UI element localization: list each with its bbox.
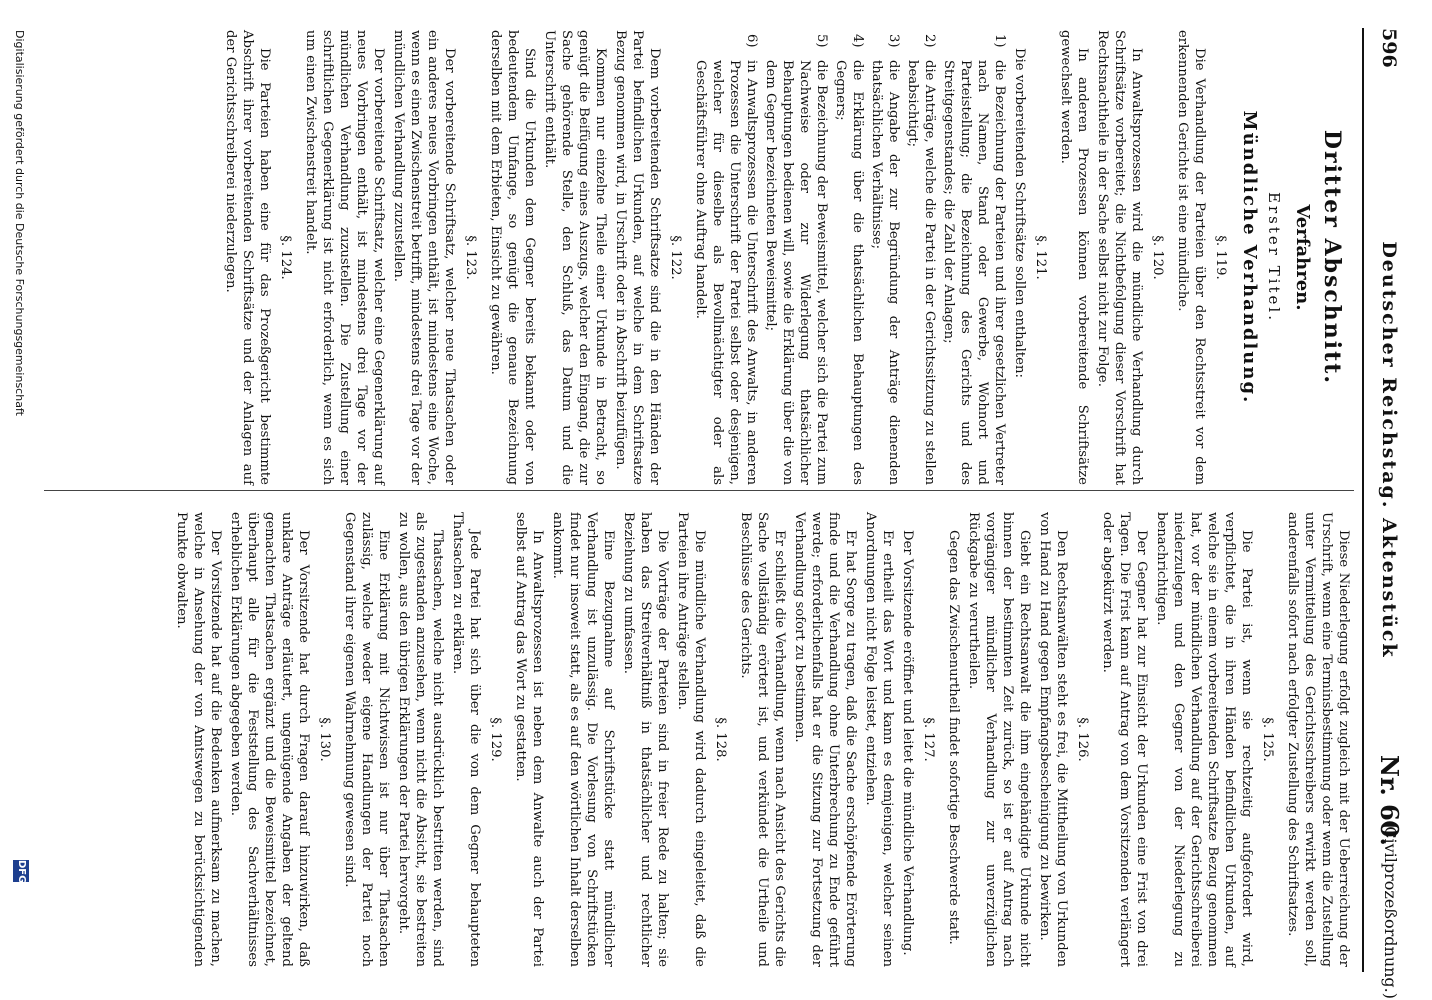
paragraph-text: Kommen nur einzelne Theile einer Urkunde in Betracht, so genügt die Beifügung eines Auszugs, welcher den Eingang, die zur Sache gehörende Stelle, den Schluß, das Datum und die Unterschrift enthält.: [542, 30, 608, 485]
paragraph-text: Er hat Sorge zu tragen, daß die Sache erschöpfende Erörterung finde und die Verhandlung ohne Unterbrechung zu Ende geführt werde; erforderlichenfalls hat er die Sitzung zur Fortsetzung der Verhandlung sofort zu bestimmen.: [792, 512, 858, 967]
list-item: [904, 30, 938, 485]
paragraph-number: §. 128.: [713, 717, 728, 762]
paragraph-text: In anderen Prozessen können vorbereitende Schriftsätze gewechselt werden.: [1058, 30, 1090, 485]
paragraph-text: Der vorbereitende Schriftsatz, welcher eine Gegenerklärung auf neues Vorbringen enthält, ist mindestens drei Tage vor der mündlichen Verhandlung zuzustellen. Die Zustellung einer schriftlichen Gegenerklärung ist nicht erforderlich, wenn es sich um einen Zwischenstreit handelt.: [303, 30, 386, 485]
list-text: die Angabe der zur Begründung der Anträge dienenden thatsächlichen Verhältnisse;: [869, 60, 901, 485]
column-separator: [44, 490, 1354, 491]
list-number: 2): [922, 34, 937, 48]
paragraph-number: §. 129.: [488, 717, 503, 762]
list-number: 6): [744, 34, 759, 48]
paragraph-text: Die Verhandlung der Parteien über den Rechtsstreit vor dem erkennenden Gerichte ist eine mündliche.: [1175, 30, 1207, 485]
paragraph-text: Thatsachen, welche nicht ausdrücklich bestritten werden, sind als zugestanden anzusehen, wenn nicht die Absicht, sie bestreiten zu wollen, aus den übrigen Erklärungen der Partei hervorgeht.: [396, 512, 445, 967]
paragraph-number: §. 130.: [317, 717, 332, 762]
list-item: [762, 30, 830, 485]
paragraph-text: Der vorbereitende Schriftsatz, welcher neue Thatsachen oder ein anderes neues Vorbringen enthält, ist mindestens eine Woche, wenn es einen Zwischenstreit betrifft, mindestens drei Tage vor der mündlichen Verhandlung zuzustellen.: [391, 30, 457, 485]
list-item: [832, 30, 866, 485]
list-item: [940, 30, 1008, 485]
paragraph-number: §. 125.: [1260, 717, 1275, 762]
digitization-credit: Digitalisierung gefördert durch die Deutsche Forschungsgemeinschaft: [13, 30, 26, 416]
list-text: in Anwaltsprozessen die Unterschrift des Anwalts, in anderen Prozessen die Unterschrift der Partei selbst oder desjenigen, welcher für dieselbe als Bevollmächtigter oder als Geschäftsführer ohne Auftrag handelt.: [693, 60, 759, 485]
paragraph-text: Die Vorträge der Parteien sind in freier Rede zu halten; sie haben das Streitverhältniß in thatsächlicher und rechtlicher Beziehung zu umfassen.: [621, 512, 670, 967]
list-text: die Anträge, welche die Partei in der Gerichtssitzung zu stellen beabsichtigt;: [905, 60, 937, 485]
paragraph-text: In Anwaltsprozessen ist neben dem Anwalte auch der Partei selbst auf Antrag das Wort zu gestatten.: [513, 512, 545, 967]
list-text: die Bezeichnung der Parteien und ihrer gesetzlichen Vertreter nach Namen, Stand oder Gewerbe, Wohnort und Parteistellung; die Bezeichnung des Gerichts und des Streitgegenstandes; die Zahl der Anlagen;: [941, 60, 1007, 485]
paragraph-text: Der Vorsitzende hat auf die Bedenken aufmerksam zu machen, welche in Ansehung der von Amtswegen zu berücksichtigenden Punkte obwalten.: [174, 512, 223, 967]
section-heading: Mündliche Verhandlung.: [1239, 110, 1260, 405]
paragraph-text: Gegen das Zwischenurtheil findet sofortige Beschwerde statt.: [946, 530, 961, 945]
list-text: die Bezeichnung der Beweismittel, welcher sich die Partei zum Nachweise oder zur Widerlegung thatsächlicher Behauptungen bedienen will, sowie die Erklärung über die von dem Gegner bezeichneten Beweismittel;: [763, 60, 829, 485]
publication-title: Deutscher Reichstag. Aktenstück: [1378, 241, 1400, 659]
paragraph-text: Er schließt die Verhandlung, wenn nach Ansicht des Gerichts die Sache vollständig erörtert ist, und verkündet die Urtheile und Beschlüsse des Gerichts.: [738, 512, 787, 967]
list-number: 3): [886, 34, 901, 48]
list-number: 5): [814, 34, 829, 48]
list-number: 1): [992, 34, 1007, 48]
paragraph-text: Dem vorbereitenden Schriftsatze sind die in den Händen der Partei befindlichen Urkunden, auf welche in dem Schriftsatze Bezug genommen wird, in Urschrift oder in Abschrift beizufügen.: [613, 30, 662, 485]
paragraph-text: Die vorbereitenden Schriftsätze sollen enthalten:: [1012, 48, 1027, 378]
chapter-subtitle: Verfahren.: [1292, 204, 1313, 311]
paragraph-number: §. 121.: [1033, 235, 1048, 280]
left-column: [219, 30, 1352, 485]
paragraph-number: §. 119.: [1213, 235, 1228, 280]
paragraph-text: Die mündliche Verhandlung wird dadurch eingeleitet, daß die Parteien ihre Anträge stellen.: [675, 512, 707, 967]
paragraph-text: Eine Erklärung mit Nichtwissen ist nur über Thatsachen zulässig, welche weder eigene Handlungen der Partei noch Gegenstand ihrer eigenen Wahrnehmung gewesen sind.: [342, 512, 391, 967]
paragraph-number: §. 120.: [1150, 235, 1165, 280]
paragraph-text: Die Partei ist, wenn sie rechtzeitig aufgefordert wird, verpflichtet, die in ihren Händen befindlichen Urkunden, auf welche sie in einem vorbereitenden Schriftsatze Bezug genommen hat, vor der mündlichen Verhandlung auf der Gerichtsschreiberei niederzulegen und den Gegner von der Niederlegung zu benachrichtigen.: [1154, 512, 1254, 967]
issue-number: Nr. 60.: [1375, 755, 1404, 846]
paragraph-text: Die Parteien haben eine für das Prozeßgericht bestimmte Abschrift ihrer vorbereitenden Schriftsätze und der Anlagen auf der Gerichtsschreiberei niederzulegen.: [223, 30, 272, 485]
paragraph-text: Der Vorsitzende eröffnet und leitet die mündliche Verhandlung.: [900, 530, 915, 956]
list-number: 4): [850, 34, 865, 48]
digitization-footer: [4, 0, 32, 1000]
paragraph-text: Sind die Urkunden dem Gegner bereits bekannt oder von bedeutendem Umfange, so genügt die genaue Bezeichnung derselben mit dem Erbieten, Einsicht zu gewähren.: [488, 30, 537, 485]
list-item: [692, 30, 760, 485]
paragraph-text: Der Vorsitzende hat durch Fragen darauf hinzuwirken, daß unklare Anträge erläutert, ungenügende Angaben der geltend gemachten Thatsachen ergänzt und die Beweismittel bezeichnet, überhaupt alle für die Feststellung des Sachverhältnisses erheblichen Erklärungen abgegeben werden.: [228, 512, 311, 967]
paragraph-number: §. 123.: [463, 235, 478, 280]
paragraph-text: Er ertheilt das Wort und kann es demjenigen, welcher seinen Anordnungen nicht Folge leistet, entziehen.: [863, 512, 895, 967]
paragraph-number: §. 124.: [278, 235, 293, 280]
right-column: [170, 512, 1352, 967]
page-number: 596: [1378, 28, 1400, 68]
list-text: die Erklärung über die thatsächlichen Behauptungen des Gegners;: [833, 60, 865, 485]
paragraph-text: Giebt ein Rechtsanwalt die ihm eingehändigte Urkunde nicht binnen der bestimmten Zeit zurück, so ist er auf Antrag nach vorgängiger mündlicher Verhandlung zur unverzüglichen Rückgabe zu verurtheilen.: [966, 512, 1032, 967]
paragraph-number: §. 122.: [668, 235, 683, 280]
paragraph-number: §. 127.: [921, 717, 936, 762]
header-rule: [1362, 28, 1364, 972]
dfg-logo: DFG: [13, 860, 29, 882]
paragraph-number: §. 126.: [1075, 717, 1090, 762]
paragraph-text: Eine Bezugnahme auf Schriftstücke statt mündlicher Verhandlung ist unzulässig. Die Vorlesung von Schriftstücken findet nur insoweit statt, als es auf den wörtlichen Inhalt derselben ankommt.: [550, 512, 616, 967]
section-label: (Civilprozeßordnung.): [1381, 820, 1400, 999]
paragraph-text: Diese Niederlegung erfolgt zugleich mit der Ueberreichung der Urschrift, wenn eine Terminsbestimmung oder wenn die Zustellung unter Vermittelung des Gerichtsschreibers erwirkt werden soll, anderenfalls sofort nach erfolgter Zustellung des Schriftsatzes.: [1285, 512, 1351, 967]
list-item: [868, 30, 902, 485]
paragraph-text: Der Gegner hat zur Einsicht der Urkunden eine Frist von drei Tagen. Die Frist kann auf Antrag von dem Vorsitzenden verlängert oder abgekürzt werden.: [1100, 512, 1149, 967]
paragraph-text: In Anwaltsprozessen wird die mündliche Verhandlung durch Schriftsätze vorbereitet; die Nichtbefolgung dieser Vorschrift hat Rechtsnachtheile in der Sache selbst nicht zur Folge.: [1095, 30, 1144, 485]
paragraph-text: Jede Partei hat sich über die von dem Gegner behaupteten Thatsachen zu erklären.: [450, 512, 482, 967]
chapter-title: Dritter Abschnitt.: [1319, 129, 1345, 386]
page-header: [1364, 0, 1404, 1000]
title-heading: Erster Titel.: [1265, 192, 1283, 323]
paragraph-text: Den Rechtsanwälten steht es frei, die Mittheilung von Urkunden von Hand zu Hand gegen Empfangsbescheinigung zu bewirken.: [1037, 512, 1069, 967]
